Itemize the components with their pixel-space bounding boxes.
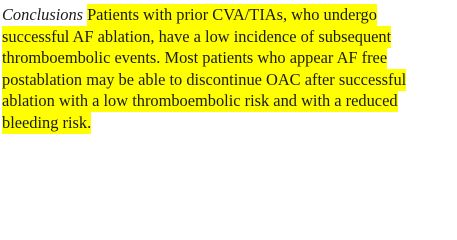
paragraph-line-2 — [2, 26, 455, 48]
paragraph-line-4 — [2, 69, 455, 91]
highlighted-text: Patients with prior CVA/TIAs, who undergo — [87, 5, 377, 24]
highlighted-text: ablation with a low thromboembolic risk and with a reduced — [2, 91, 398, 110]
highlighted-text: bleeding risk. — [2, 112, 92, 132]
paragraph-line-6 — [2, 112, 455, 134]
highlighted-text: thromboembolic events. Most patients who appear AF free — [2, 48, 388, 67]
paragraph-line-3 — [2, 47, 455, 69]
conclusions-paragraph — [2, 4, 455, 133]
paragraph-line-5 — [2, 90, 455, 112]
highlighted-text: successful AF ablation, have a low incidence of subsequent — [2, 26, 392, 46]
paragraph-line-1 — [2, 4, 455, 26]
highlighted-text: postablation may be able to discontinue OAC after successful — [2, 69, 407, 89]
section-heading: Conclusions — [2, 5, 84, 24]
